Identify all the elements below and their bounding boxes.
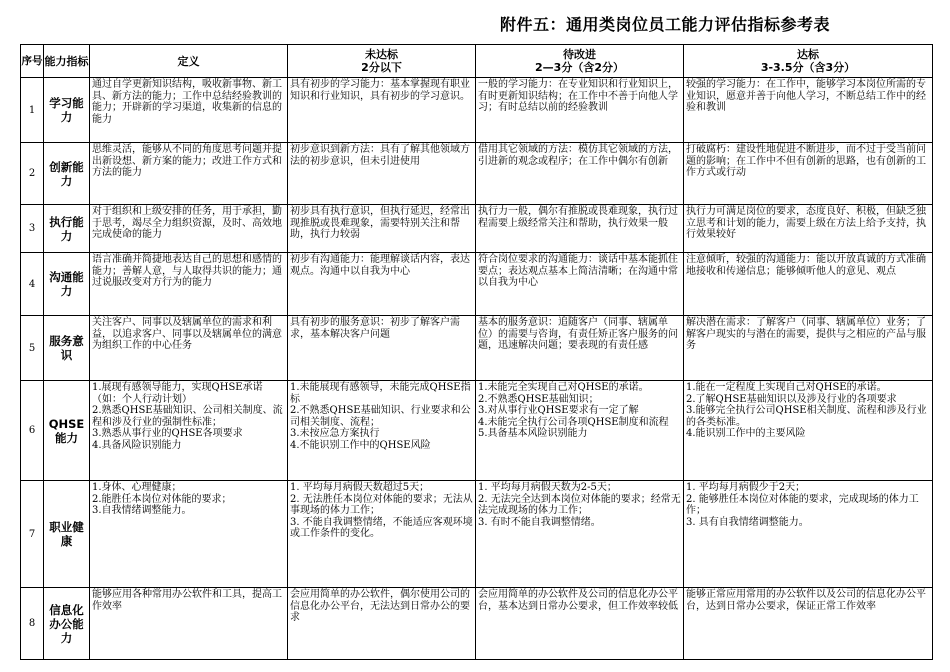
row-definition: 关注客户、同事以及辖属单位的需求和利益，以追求客户、同事以及辖属单位的满意为组织工作的中心任务 — [90, 316, 288, 381]
header-row — [21, 45, 933, 78]
row-definition: 通过自学更新知识结构，吸收新事物、新工具、新方法的能力；工作中总结经验教训的能力；开辟新的学习渠道，收集新的信息的能力 — [90, 78, 288, 143]
row-level2: 基本的服务意识：追随客户（同事、辖属单位）的需要与咨询，有责任矫正客户服务的问题，迅速解决问题；要表现的有责任感 — [476, 316, 684, 381]
row-level3: 1.能在一定程度上实现自己对QHSE的承诺。 2.了解QHSE基础知识以及涉及行业的各项要求 3.能够完全执行公司QHSE相关制度、流程和涉及行业的各类标准。 4.能识别工作中的主要风险 — [684, 381, 933, 481]
row-level1: 1. 平均每月病假天数超过5天； 2. 无法胜任本岗位对体能的要求；无法从事现场的体力工作； 3. 不能自我调整情绪，不能适应客观环境或工作条件的变化。 — [288, 481, 476, 588]
header-seq: 序号 — [21, 45, 44, 78]
row-definition: 1.身体、心理健康； 2.能胜任本岗位对体能的要求； 3.自我情绪调整能力。 — [90, 481, 288, 588]
row-level1: 初步有沟通能力：能理解谈话内容，表达观点。沟通中以自我为中心 — [288, 253, 476, 316]
row-name: 服务意识 — [44, 316, 90, 381]
row-definition: 语言准确并简捷地表达自己的思想和感情的能力；善解人意，与人取得共识的能力；通过说服改变对方行为的能力 — [90, 253, 288, 316]
header-level3: 达标 3-3.5分（含3分） — [684, 45, 933, 78]
table-row — [21, 143, 933, 205]
row-name: 学习能力 — [44, 78, 90, 143]
row-level1: 初步具有执行意识，但执行延迟，经常出现推脱或畏难现象，需要特别关注和帮助，执行力较弱 — [288, 205, 476, 253]
row-level1: 具有初步的服务意识：初步了解客户需求，基本解决客户问题 — [288, 316, 476, 381]
document-title-bar — [0, 8, 950, 38]
row-level3: 能够正常应用常用的办公软件以及公司的信息化办公平台，达到日常办公要求，保证正常工作效率 — [684, 588, 933, 660]
row-level1: 1.未能展现有感领导，未能完成QHSE指标 2.不熟悉QHSE基础知识、行业要求和公司相关制度、流程； 3.未按应急方案执行 4.不能识别工作中的QHSE风险 — [288, 381, 476, 481]
row-seq: 4 — [21, 253, 44, 316]
row-level2: 符合岗位要求的沟通能力：谈话中基本能抓住要点；表达观点基本上简洁清晰；在沟通中常以自我为中心 — [476, 253, 684, 316]
header-definition: 定义 — [90, 45, 288, 78]
row-level2: 执行力一般，偶尔有推脱或畏难现象，执行过程需要上级经常关注和帮助，执行效果一般 — [476, 205, 684, 253]
table-row — [21, 78, 933, 143]
table-row — [21, 481, 933, 588]
row-level2: 会应用简单的办公软件及公司的信息化办公平台，基本达到日常办公要求，但工作效率较低 — [476, 588, 684, 660]
row-level1: 初步意识到新方法：具有了解其他领域方法的初步意识，但未引进使用 — [288, 143, 476, 205]
row-seq: 8 — [21, 588, 44, 660]
row-definition: 能够应用各种常用办公软件和工具，提高工作效率 — [90, 588, 288, 660]
row-seq: 1 — [21, 78, 44, 143]
row-name: 沟通能力 — [44, 253, 90, 316]
table-row — [21, 253, 933, 316]
row-level2: 1. 平均每月病假天数为2-5天； 2. 无法完全达到本岗位对体能的要求；经常无法完成现场的体力工作； 3. 有时不能自我调整情绪。 — [476, 481, 684, 588]
table-row — [21, 588, 933, 660]
row-seq: 6 — [21, 381, 44, 481]
header-name: 能力指标 — [44, 45, 90, 78]
table-row — [21, 316, 933, 381]
row-definition: 对于组织和上级安排的任务，用于承担，勤于思考，竭尽全力组织资源，及时、高效地完成使命的能力 — [90, 205, 288, 253]
row-name: 执行能力 — [44, 205, 90, 253]
row-seq: 2 — [21, 143, 44, 205]
capability-table — [20, 44, 933, 660]
row-level2: 借用其它领域的方法：模仿其它领域的方法，引进新的观念或程序；在工作中偶尔有创新 — [476, 143, 684, 205]
row-level3: 较强的学习能力：在工作中，能够学习本岗位所需的专业知识，愿意并善于向他人学习，不断总结工作中的经验和教训 — [684, 78, 933, 143]
row-level3: 1. 平均每月病假少于2天； 2. 能够胜任本岗位对体能的要求，完成现场的体力工作； 3. 具有自我情绪调整能力。 — [684, 481, 933, 588]
header-level1: 未达标 2分以下 — [288, 45, 476, 78]
header-level2: 待改进 2—3分（含2分） — [476, 45, 684, 78]
row-name: 创新能力 — [44, 143, 90, 205]
row-level2: 1.未能完全实现自己对QHSE的承诺。 2.不熟悉QHSE基础知识； 3.对从事行业QHSE要求有一定了解 4.未能完全执行公司各项QHSE制度和流程 5.具备基本风险识别能力 — [476, 381, 684, 481]
row-seq: 7 — [21, 481, 44, 588]
document-title: 附件五：通用类岗位员工能力评估指标参考表 — [500, 15, 831, 34]
row-definition: 1.展现有感领导能力，实现QHSE承诺（如：个人行动计划） 2.熟悉QHSE基础知识、公司相关制度、流程和涉及行业的强制性标准； 3.熟悉从事行业的QHSE各项要求 4.具备风险识别能力 — [90, 381, 288, 481]
row-seq: 5 — [21, 316, 44, 381]
row-level3: 解决潜在需求：了解客户（同事、辖属单位）业务；了解客户现实的与潜在的需要，提供与之相应的产品与服务 — [684, 316, 933, 381]
row-level1: 具有初步的学习能力：基本掌握现有职业知识和行业知识，具有初步的学习意识。 — [288, 78, 476, 143]
row-definition: 思维灵活，能够从不同的角度思考问题并提出新设想、新方案的能力；改进工作方式和方法的能力 — [90, 143, 288, 205]
row-name: 信息化办公能力 — [44, 588, 90, 660]
table-row — [21, 205, 933, 253]
row-seq: 3 — [21, 205, 44, 253]
row-level3: 注意倾听，较强的沟通能力：能以开放真诚的方式准确地接收和传递信息；能够倾听他人的意见、观点 — [684, 253, 933, 316]
row-level1: 会应用简单的办公软件，偶尔使用公司的信息化办公平台，无法达到日常办公的要求 — [288, 588, 476, 660]
row-level3: 打破腐朽：建设性地促进不断进步，而不过于受当前问题的影响；在工作中不但有创新的思路，也有创新的工作方式或行动 — [684, 143, 933, 205]
table-row — [21, 381, 933, 481]
row-name: 职业健康 — [44, 481, 90, 588]
row-level2: 一般的学习能力：在专业知识和行业知识上，有时更新知识结构；在工作中不善于向他人学习；有时总结以前的经验教训 — [476, 78, 684, 143]
row-level3: 执行力可满足岗位的要求，态度良好、积极，但缺乏独立思考和计划的能力，需要上级在方法上给予支持，执行效果较好 — [684, 205, 933, 253]
row-name: QHSE能力 — [44, 381, 90, 481]
